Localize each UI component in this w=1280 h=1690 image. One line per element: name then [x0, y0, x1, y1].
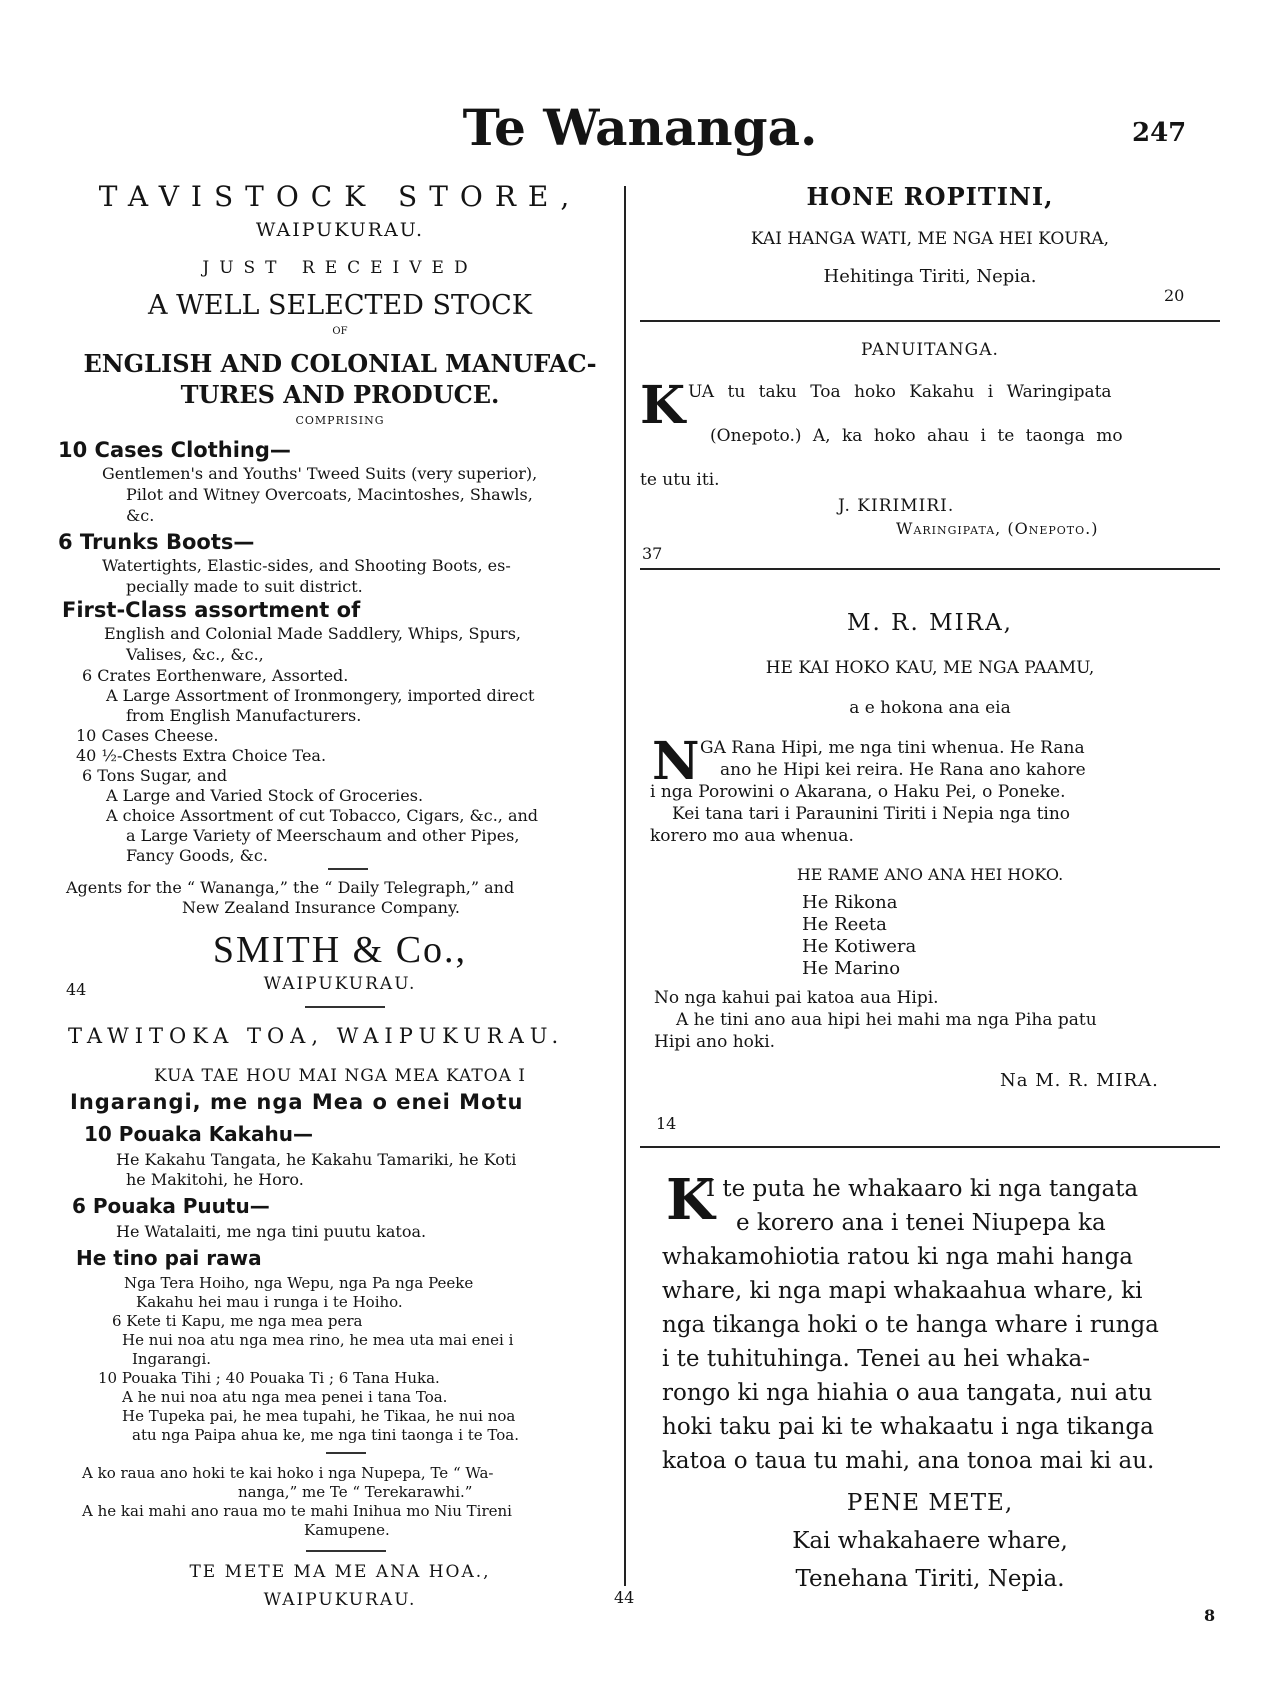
company-location: WAIPUKURAU. — [263, 974, 417, 994]
section-rule — [640, 320, 1220, 322]
panuitanga-line: te utu iti. — [640, 470, 720, 490]
pai-line: He Tupeka pai, he mea tupahi, he Tikaa, he nui noa — [122, 1407, 516, 1425]
just-received: JUST RECEIVED — [202, 258, 478, 278]
pai-line: He nui noa atu nga mea rino, he mea uta mai enei i — [122, 1331, 514, 1349]
boots-line: Watertights, Elastic-sides, and Shooting Boots, es- — [102, 556, 511, 575]
stock-item: from English Manufacturers. — [126, 706, 362, 725]
clothing-line: Gentlemen's and Youths' Tweed Suits (very superior), — [102, 464, 538, 483]
mete-line: hoki taku pai ki te whakaatu i nga tikanga — [662, 1414, 1154, 1440]
stock-item: A Large and Varied Stock of Groceries. — [106, 786, 424, 805]
notice-line: A he kai mahi ano raua mo te mahi Inihua mo Niu Tireni — [82, 1502, 512, 1520]
column-divider — [624, 186, 626, 1586]
boots-heading: 6 Trunks Boots— — [58, 530, 255, 554]
firstclass-line: English and Colonial Made Saddlery, Whips, Spurs, — [104, 624, 521, 643]
agents-line: Agents for the “ Wananga,” the “ Daily Telegraph,” and — [66, 878, 515, 897]
mete-line: katoa o taua tu mahi, ana tonoa mai ki au. — [662, 1448, 1155, 1474]
clothing-line: Pilot and Witney Overcoats, Macintoshes, Shawls, — [126, 485, 533, 504]
mete-line: rongo ki nga hiahia o aua tangata, nui atu — [662, 1380, 1153, 1406]
breed-item: He Kotiwera — [802, 936, 917, 957]
tawitoka-line: Ingarangi, me nga Mea o enei Motu — [70, 1090, 524, 1114]
ropitini-trade: KAI HANGA WATI, ME NGA HEI KOURA, — [750, 229, 1110, 249]
mete-line: nga tikanga hoki o te hanga whare i runga — [662, 1312, 1159, 1338]
mira-after-line: Hipi ano hoki. — [654, 1032, 776, 1052]
breed-item: He Marino — [802, 958, 901, 979]
company-name: SMITH & Co., — [212, 929, 468, 971]
tawitoka-title: TAWITOKA TOA, WAIPUKURAU. — [68, 1024, 565, 1048]
pai-line: Ingarangi. — [132, 1350, 212, 1368]
mira-subtitle: a e hokona ana eia — [849, 698, 1011, 718]
mete-line: whare, ki nga mapi whakaahua whare, ki — [662, 1278, 1143, 1304]
stock-item: 6 Crates Eorthenware, Assorted. — [82, 666, 349, 685]
panuitanga-place: Waringipata, (Onepoto.) — [896, 519, 1099, 538]
firstclass-heading: First-Class assortment of — [62, 598, 361, 622]
manufactures-line-2: TURES AND PRODUCE. — [180, 380, 500, 409]
mete-trade: Kai whakahaere whare, — [792, 1528, 1068, 1554]
pai-line: 10 Pouaka Tihi ; 40 Pouaka Ti ; 6 Tana Huka. — [98, 1369, 440, 1387]
pai-line: atu nga Paipa ahua ke, me nga tini taonga i te Toa. — [132, 1426, 520, 1444]
mira-after-line: No nga kahui pai katoa aua Hipi. — [654, 988, 939, 1008]
mete-line: e korero ana i tenei Niupepa ka — [736, 1210, 1106, 1236]
mete-line: whakamohiotia ratou ki nga mahi hanga — [662, 1244, 1134, 1270]
panuitanga-line: UA tu taku Toa hoko Kakahu i Waringipata — [688, 382, 1112, 402]
ad-number: 37 — [642, 544, 663, 563]
stock-item: A choice Assortment of cut Tobacco, Cigars, &c., and — [106, 806, 539, 825]
notice-line: Kamupene. — [304, 1521, 390, 1539]
page-number: 247 — [1132, 118, 1187, 148]
separator — [306, 1550, 386, 1552]
tawitoka-line: KUA TAE HOU MAI NGA MEA KATOA I — [153, 1066, 527, 1086]
mira-trade: HE KAI HOKO KAU, ME NGA PAAMU, — [765, 658, 1095, 678]
mira-line: Kei tana tari i Paraunini Tiriti i Nepia nga tino — [672, 804, 1071, 824]
drop-cap: K — [640, 375, 686, 436]
puutu-line: He Watalaiti, me nga tini puutu katoa. — [116, 1222, 427, 1241]
tavistock-title: TAVISTOCK STORE, — [98, 180, 582, 213]
mete-address: Tenehana Tiriti, Nepia. — [795, 1566, 1065, 1592]
section-rule — [640, 568, 1220, 570]
boots-line: pecially made to suit district. — [126, 577, 363, 596]
stock-item: 40 ½-Chests Extra Choice Tea. — [76, 746, 327, 765]
breed-item: He Reeta — [802, 914, 887, 935]
ropitini-address: Hehitinga Tiriti, Nepia. — [823, 266, 1037, 287]
pai-line: 6 Kete ti Kapu, me nga mea pera — [112, 1312, 363, 1330]
ad-number: 44 — [66, 980, 87, 999]
ad-number: 14 — [656, 1114, 677, 1133]
separator — [305, 1006, 385, 1008]
ad-number: 44 — [614, 1588, 635, 1607]
manufactures-line-1: ENGLISH AND COLONIAL MANUFAC- — [83, 349, 597, 378]
stock-item: a Large Variety of Meerschaum and other Pipes, — [126, 826, 520, 845]
stock-item: A Large Assortment of Ironmongery, imported direct — [106, 686, 535, 705]
pai-line: Nga Tera Hoiho, nga Wepu, nga Pa nga Peeke — [124, 1274, 474, 1292]
kakahu-line: he Makitohi, he Horo. — [126, 1170, 304, 1189]
agents-line: New Zealand Insurance Company. — [182, 898, 460, 917]
masthead-title: Te Wananga. — [462, 98, 818, 157]
panuitanga-line: (Onepoto.) A, ka hoko ahau i te taonga mo — [710, 426, 1123, 446]
pai-line: A he nui noa atu nga mea penei i tana Toa. — [122, 1388, 448, 1406]
stock-item: Fancy Goods, &c. — [126, 846, 268, 865]
stock-item: 6 Tons Sugar, and — [82, 766, 228, 785]
mira-line: korero mo aua whenua. — [650, 826, 854, 846]
stock-heading: A WELL SELECTED STOCK — [148, 290, 532, 321]
kakahu-line: He Kakahu Tangata, he Kakahu Tamariki, he Koti — [116, 1150, 517, 1169]
panuitanga-signature: J. KIRIMIRI. — [838, 496, 955, 516]
breed-item: He Rikona — [802, 892, 898, 913]
drop-cap: N — [652, 731, 700, 792]
tawitoka-signature: TE METE MA ME ANA HOA., — [189, 1562, 491, 1582]
clothing-heading: 10 Cases Clothing— — [58, 438, 291, 462]
separator — [328, 868, 368, 870]
pai-line: Kakahu hei mau i runga i te Hoiho. — [136, 1293, 403, 1311]
mira-name: M. R. MIRA, — [847, 610, 1013, 636]
notice-line: nanga,” me Te “ Terekarawhi.” — [238, 1483, 473, 1501]
ad-number: 20 — [1164, 286, 1185, 305]
firstclass-line: Valises, &c., &c., — [126, 645, 264, 664]
rame-heading: HE RAME ANO ANA HEI HOKO. — [796, 865, 1064, 884]
mira-line: i nga Porowini o Akarana, o Haku Pei, o Poneke. — [650, 782, 1066, 802]
mete-line: i te tuhituhinga. Tenei au hei whaka- — [662, 1346, 1090, 1372]
clothing-line: &c. — [126, 506, 155, 525]
ad-number: 8 — [1204, 1606, 1216, 1625]
mira-line: GA Rana Hipi, me nga tini whenua. He Rana — [700, 738, 1085, 758]
of-label: OF — [332, 326, 348, 337]
pai-heading: He tino pai rawa — [76, 1246, 262, 1270]
mira-after-line: A he tini ano aua hipi hei mahi ma nga Piha patu — [676, 1010, 1097, 1030]
stock-item: 10 Cases Cheese. — [76, 726, 219, 745]
panuitanga-heading: PANUITANGA. — [861, 340, 999, 360]
kakahu-heading: 10 Pouaka Kakahu— — [84, 1122, 313, 1146]
notice-line: A ko raua ano hoki te kai hoko i nga Nupepa, Te “ Wa- — [82, 1464, 494, 1482]
mira-line: ano he Hipi kei reira. He Rana ano kahore — [720, 760, 1086, 780]
section-rule — [640, 1146, 1220, 1148]
mete-line: I te puta he whakaaro ki nga tangata — [706, 1176, 1139, 1202]
separator — [326, 1452, 366, 1454]
puutu-heading: 6 Pouaka Puutu— — [72, 1194, 270, 1218]
tavistock-location: WAIPUKURAU. — [255, 219, 425, 241]
tawitoka-location: WAIPUKURAU. — [263, 1590, 417, 1610]
ropitini-name: HONE ROPITINI, — [806, 182, 1054, 211]
mira-signature: Na M. R. MIRA. — [1000, 1070, 1159, 1091]
comprising-label: COMPRISING — [295, 414, 385, 427]
mete-name: PENE METE, — [846, 1490, 1014, 1516]
drop-cap: K — [666, 1167, 715, 1233]
